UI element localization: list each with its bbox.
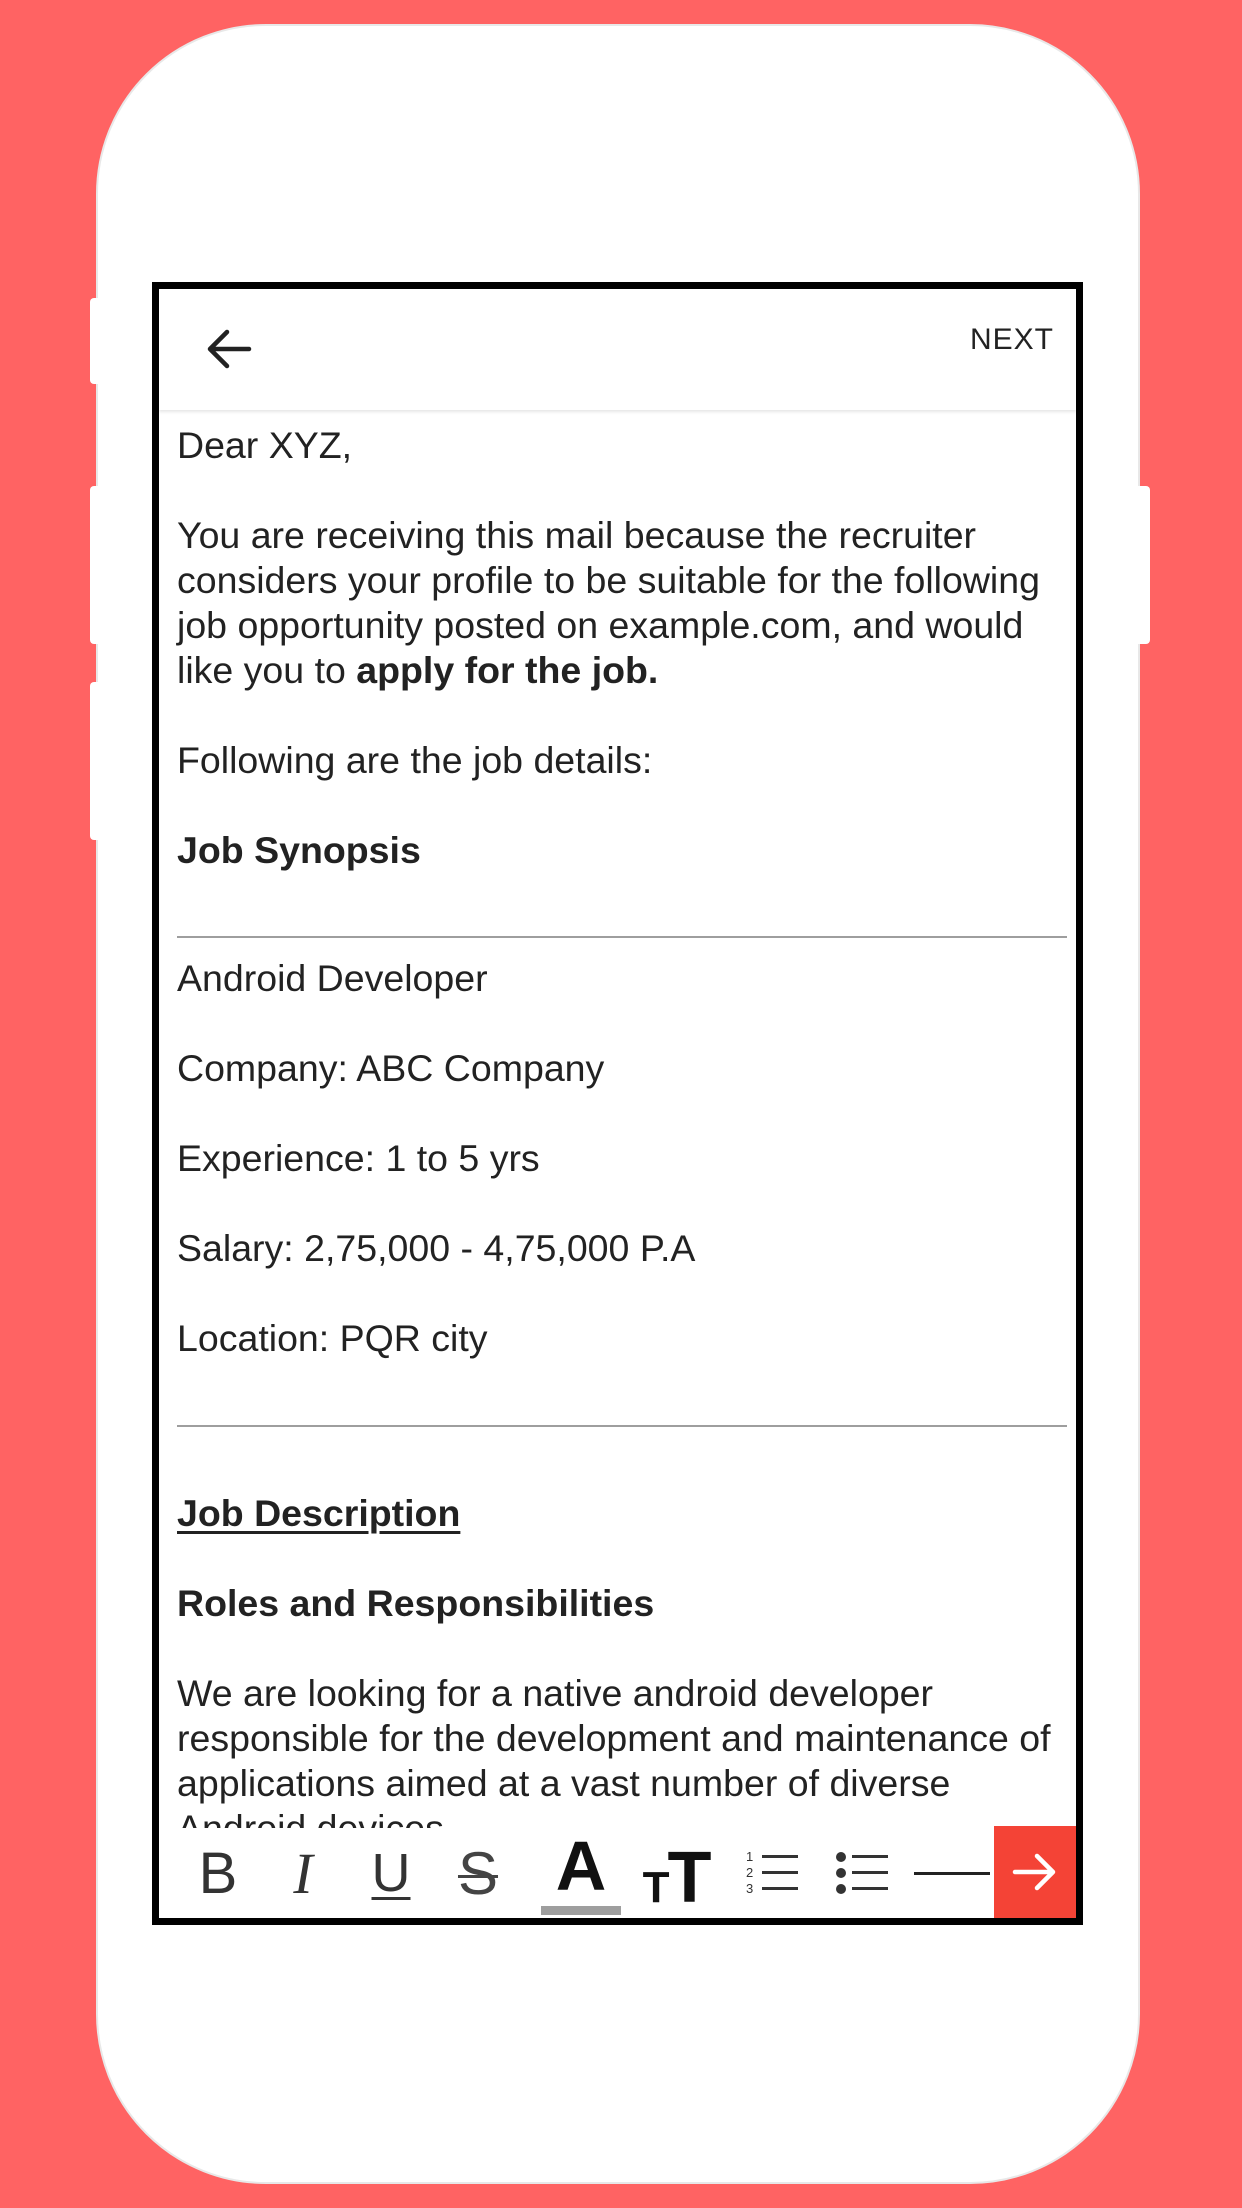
app-screen	[152, 282, 1083, 1925]
strikethrough-icon: S	[457, 1839, 499, 1907]
text-color-indicator	[541, 1906, 621, 1915]
description-heading	[177, 1491, 1067, 1536]
horizontal-rule-button[interactable]	[911, 1828, 993, 1918]
intro-bold-text: apply for the job.	[356, 649, 659, 691]
text-size-button[interactable]	[631, 1828, 723, 1918]
text-size-icon: T T	[642, 1838, 712, 1918]
strikethrough-button[interactable]	[445, 1828, 511, 1918]
divider-bottom	[177, 1425, 1067, 1427]
italic-button[interactable]	[273, 1828, 333, 1918]
bold-icon: B	[198, 1840, 238, 1906]
phone-side-button-left-bottom	[90, 682, 102, 840]
roles-heading	[177, 1581, 1067, 1626]
arrow-left-icon	[197, 317, 261, 381]
text-color-button[interactable]	[539, 1828, 623, 1918]
email-editor[interactable]	[177, 413, 1067, 1804]
bulleted-list-button[interactable]	[829, 1828, 895, 1918]
continue-button[interactable]	[994, 1826, 1076, 1918]
numbered-list-button[interactable]	[739, 1828, 805, 1918]
divider-top	[177, 936, 1067, 938]
phone-side-button-right	[1134, 486, 1150, 644]
greeting: Dear XYZ,	[177, 424, 353, 466]
experience: Experience: 1 to 5 yrs	[177, 1137, 540, 1179]
bold-button[interactable]	[185, 1828, 251, 1918]
company: Company: ABC Company	[177, 1047, 605, 1089]
phone-side-button-left-top	[90, 298, 102, 384]
phone-side-button-left-middle	[90, 486, 102, 644]
text-color-icon: A	[555, 1827, 607, 1905]
svg-text:2: 2	[746, 1865, 754, 1880]
intro-text: You are receiving this mail because the recruiter considers your profile to be suitable for the following job opportunity posted on example.com, and would like you to	[177, 514, 1040, 691]
location: Location: PQR city	[177, 1317, 488, 1359]
horizontal-rule-icon	[914, 1872, 990, 1875]
synopsis-heading	[177, 828, 1067, 873]
job-title: Android Developer	[177, 957, 488, 999]
salary: Salary: 2,75,000 - 4,75,000 P.A	[177, 1227, 696, 1269]
details-intro: Following are the job details:	[177, 739, 653, 781]
svg-text:3: 3	[746, 1881, 754, 1896]
app-bar	[159, 289, 1076, 410]
italic-icon: I	[293, 1840, 313, 1906]
underline-icon: U	[371, 1843, 411, 1903]
back-button[interactable]	[197, 317, 261, 381]
next-button[interactable]: NEXT	[969, 323, 1054, 356]
roles-heading-text: Roles and Responsibilities	[177, 1582, 655, 1624]
synopsis-heading-text: Job Synopsis	[177, 829, 421, 871]
arrow-right-icon	[1007, 1844, 1063, 1900]
format-toolbar	[159, 1828, 1076, 1918]
roles-text: We are looking for a native android developer responsible for the development and maintenance of applications aimed at a vast number of diverse	[177, 1672, 1051, 1804]
description-heading-text: Job Description	[177, 1492, 461, 1534]
bulleted-list-icon	[834, 1848, 890, 1898]
underline-button[interactable]	[359, 1828, 423, 1918]
intro-paragraph	[177, 513, 1067, 693]
numbered-list-icon	[744, 1848, 800, 1898]
svg-text:1: 1	[746, 1849, 754, 1864]
